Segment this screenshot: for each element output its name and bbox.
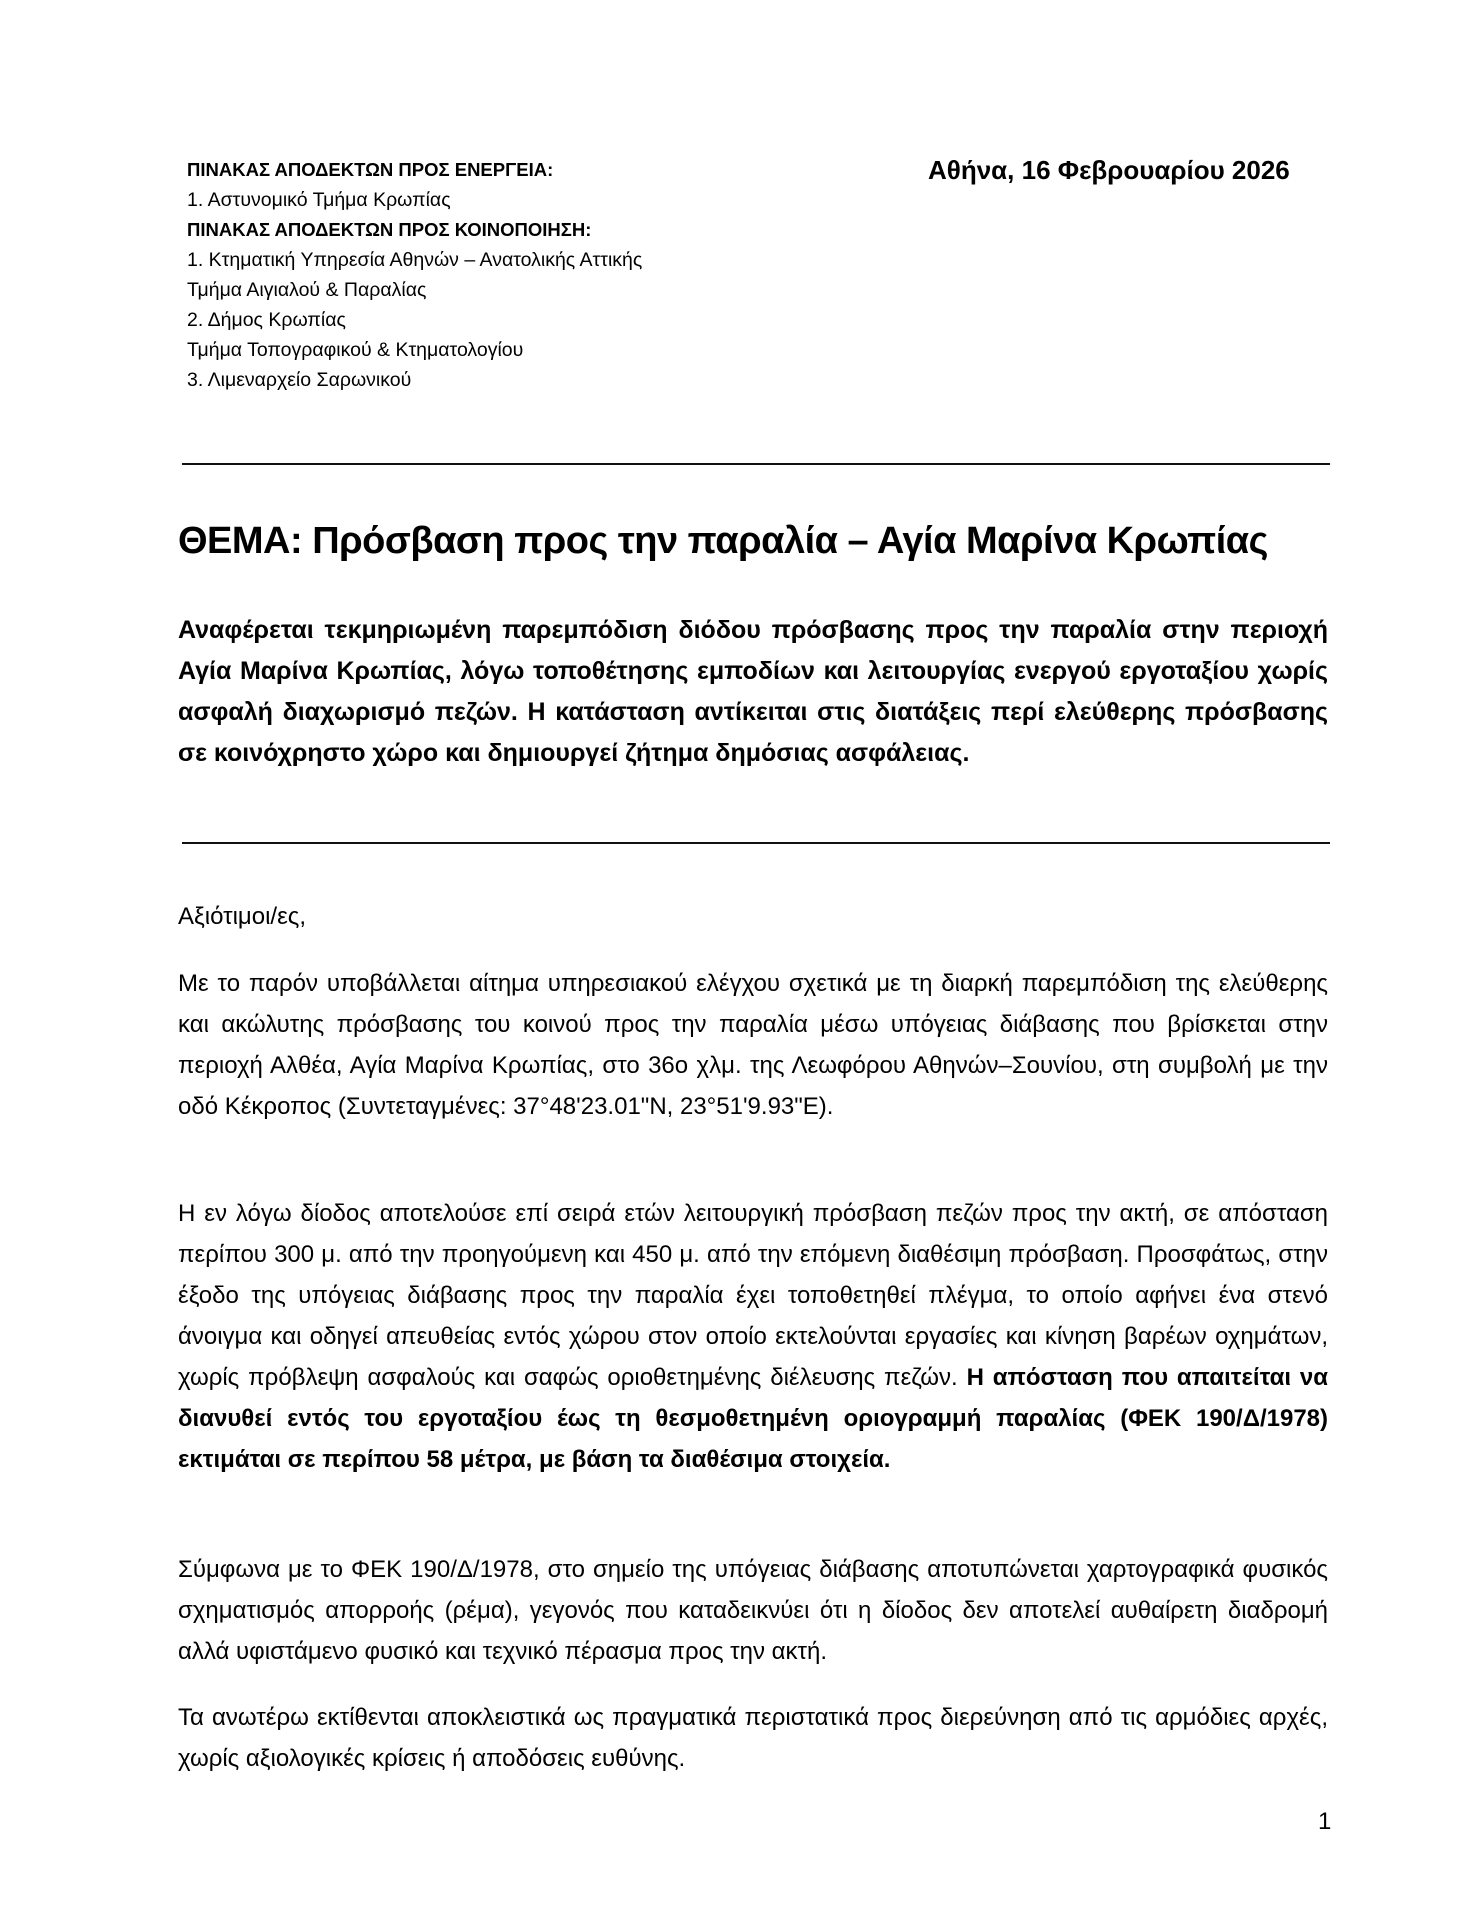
body-paragraph-1: Με το παρόν υποβάλλεται αίτημα υπηρεσιακού ελέγχου σχετικά με τη διαρκή παρεμπόδιση της ελεύθερης και ακώλυτης πρόσβασης του κοινού προς την παραλία μέσω υπόγειας διάβασης που βρίσκεται στην περιοχή Αλθέα, Αγία Μαρίνα Κρωπίας, στο 36ο χλμ. της Λεωφόρου Αθηνών–Σουνίου, στη συμβολή με την οδό Κέκροπος (Συντεταγμένες: 37°48'23.01"N, 23°51'9.93"E).	[178, 970, 1328, 1120]
greeting: Αξιότιμοι/ες,	[178, 903, 307, 930]
body-paragraph-2	[178, 1193, 1328, 1480]
top-divider	[182, 463, 1330, 465]
notify-recipient-item: Τμήμα Τοπογραφικού & Κτηματολογίου	[187, 339, 524, 361]
summary-divider	[182, 842, 1330, 844]
body-paragraph-3: Σύμφωνα με το ΦΕΚ 190/Δ/1978, στο σημείο της υπόγειας διάβασης αποτυπώνεται χαρτογραφικά φυσικός σχηματισμός απορροής (ρέμα), γεγονός που καταδεικνύει ότι η δίοδος δεν αποτελεί αυθαίρετη διαδρομή αλλά υφιστάμενο φυσικό και τεχνικό πέρασμα προς την ακτή.	[178, 1556, 1328, 1665]
notify-recipient-item: 1. Κτηματική Υπηρεσία Αθηνών – Ανατολικής Αττικής	[187, 249, 643, 271]
document-date: Αθήνα, 16 Φεβρουαρίου 2026	[928, 155, 1290, 185]
action-recipients-header: ΠΙΝΑΚΑΣ ΑΠΟΔΕΚΤΩΝ ΠΡΟΣ ΕΝΕΡΓΕΙΑ:	[187, 159, 554, 180]
notify-recipient-item: 2. Δήμος Κρωπίας	[187, 309, 346, 331]
body-paragraph-4: Τα ανωτέρω εκτίθενται αποκλειστικά ως πραγματικά περιστατικά προς διερεύνηση από τις αρμόδιες αρχές, χωρίς αξιολογικές κρίσεις ή αποδόσεις ευθύνης.	[178, 1704, 1328, 1772]
subject-heading: ΘΕΜΑ: Πρόσβαση προς την παραλία – Αγία Μαρίνα Κρωπίας	[178, 520, 1268, 562]
body-paragraph-2-text: Η εν λόγω δίοδος αποτελούσε επί σειρά ετών λειτουργική πρόσβαση πεζών προς την ακτή, σε απόσταση περίπου 300 μ. από την προηγούμενη και 450 μ. από την επόμενη διαθέσιμη πρόσβαση. Προσφάτως, στην έξοδο της υπόγειας διάβασης προς την παραλία έχει τοποθετηθεί πλέγμα, το οποίο αφήνει ένα στενό άνοιγμα και οδηγεί απευθείας εντός χώρου στον οποίο εκτελούνται εργασίες και κίνηση βαρέων οχημάτων, χωρίς πρόβλεψη ασφαλούς και σαφώς οριοθετημένης διέλευσης πεζών.	[178, 1200, 1328, 1391]
action-recipient-item: 1. Αστυνομικό Τμήμα Κρωπίας	[187, 189, 451, 211]
notify-recipient-item: 3. Λιμεναρχείο Σαρωνικού	[187, 369, 412, 391]
notify-recipients-header: ΠΙΝΑΚΑΣ ΑΠΟΔΕΚΤΩΝ ΠΡΟΣ ΚΟΙΝΟΠΟΙΗΣΗ:	[187, 219, 592, 240]
recipients-block	[187, 155, 642, 395]
notify-recipient-item: Τμήμα Αιγιαλού & Παραλίας	[187, 279, 427, 301]
summary-paragraph: Αναφέρεται τεκμηριωμένη παρεμπόδιση διόδου πρόσβασης προς την παραλία στην περιοχή Αγία Μαρίνα Κρωπίας, λόγω τοποθέτησης εμποδίων και λειτουργίας ενεργού εργοταξίου χωρίς ασφαλή διαχωρισμό πεζών. Η κατάσταση αντίκειται στις διατάξεις περί ελεύθερης πρόσβασης σε κοινόχρηστο χώρο και δημιουργεί ζήτημα δημόσιας ασφάλειας.	[178, 616, 1328, 767]
page-number: 1	[1318, 1808, 1332, 1835]
body-paragraph-2-emphasis: Η απόσταση που απαιτείται να διανυθεί εντός του εργοταξίου έως τη θεσμοθετημένη οριογραμμή παραλίας (ΦΕΚ 190/Δ/1978) εκτιμάται σε περίπου 58 μέτρα, με βάση τα διαθέσιμα στοιχεία.	[178, 1364, 1329, 1473]
